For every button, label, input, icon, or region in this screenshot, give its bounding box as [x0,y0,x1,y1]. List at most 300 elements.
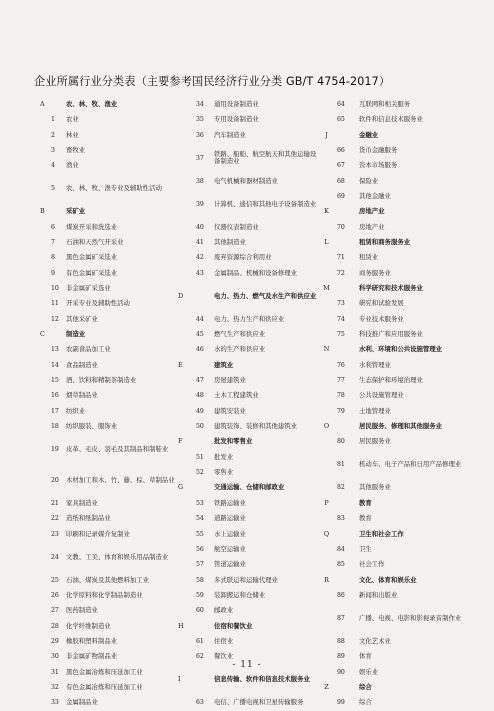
industry-name: 黑色金属矿采选业 [66,253,118,262]
industry-name: 石油、煤炭及其他燃料加工业 [66,575,150,584]
industry-row [40,266,180,281]
industry-row [178,542,320,557]
industry-row [316,174,466,189]
industry-number: 89 [337,653,345,661]
category-name: 租赁和商务服务业 [359,237,411,246]
industry-number: 8 [51,254,55,262]
industry-row [316,143,466,158]
industry-row [316,542,466,557]
industry-number: 84 [337,545,345,553]
category-code: J [325,130,328,139]
industry-name: 汽车制造业 [214,130,246,139]
category-row [178,481,320,496]
category-name: 制造业 [66,330,86,339]
industry-row [178,327,320,342]
industry-number: 41 [196,238,204,246]
industry-row [316,695,466,710]
industry-name: 卫生 [359,544,372,553]
industry-number: 21 [51,499,59,507]
industry-number: 87 [337,614,345,622]
industry-number: 66 [337,146,345,154]
category-name: 采矿业 [66,207,86,216]
industry-name: 酒、饮料和精制茶制造业 [66,376,137,385]
industry-name: 电力、热力生产和供应业 [214,314,285,323]
industry-row [178,220,320,235]
category-row [178,619,320,634]
industry-number: 1 [51,116,55,124]
industry-name: 渔业 [66,161,79,170]
industry-number: 37 [196,154,204,162]
industry-row [178,250,320,265]
industry-row [178,465,320,480]
industry-row [316,588,466,603]
industry-name: 其他服务业 [359,483,391,492]
industry-row [40,511,180,526]
industry-row [178,634,320,649]
industry-row [178,603,320,618]
category-code: I [178,675,181,684]
industry-name: 专用设备制造业 [214,115,259,124]
industry-name: 农副食品加工业 [66,345,111,354]
industry-row [316,557,466,572]
industry-row [178,511,320,526]
category-row [316,496,466,511]
industry-number: 16 [51,392,59,400]
industry-row [316,603,466,634]
industry-name: 食品制造业 [66,360,98,369]
industry-row [40,358,180,373]
industry-row [178,373,320,388]
industry-name: 造纸和纸制品业 [66,514,111,523]
industry-row [40,389,180,404]
industry-number: 62 [196,653,204,661]
category-code: A [40,99,45,108]
industry-row [40,680,180,695]
industry-name: 计算机、通信和其他电子设备制造业 [214,199,317,208]
industry-number: 67 [337,162,345,170]
industry-number: 81 [337,461,345,469]
industry-number: 78 [337,392,345,400]
category-name: 水利、环境和公共设施管理业 [359,345,443,354]
industry-number: 75 [337,331,345,339]
industry-number: 3 [51,146,55,154]
industry-number: 53 [196,499,204,507]
category-name: 教育 [359,498,372,507]
industry-row [40,588,180,603]
industry-number: 4 [51,162,55,170]
industry-name: 皮革、毛皮、羽毛及其制品和制鞋业 [66,445,169,454]
industry-name: 互联网和相关服务 [359,99,411,108]
category-name: 住宿和餐饮业 [214,621,253,630]
industry-name: 零售业 [214,468,234,477]
industry-number: 28 [51,622,59,630]
category-name: 金融业 [359,130,379,139]
industry-number: 82 [337,484,345,492]
industry-row [178,189,320,220]
category-name: 交通运输、仓储和邮政业 [214,483,285,492]
category-row [316,128,466,143]
industry-number: 13 [51,346,59,354]
industry-name: 房地产业 [359,222,385,231]
industry-name: 综合 [359,698,372,707]
industry-row [316,389,466,404]
category-row [316,419,466,434]
industry-name: 住宿业 [214,636,234,645]
category-name: 文化、体育和娱乐业 [359,575,417,584]
category-code: M [323,284,330,292]
industry-name: 保险业 [359,176,379,185]
industry-name: 专业技术服务业 [359,314,404,323]
industry-name: 石油和天然气开采业 [66,237,124,246]
industry-name: 教育 [359,514,372,523]
page-number: - 11 - [232,660,262,670]
industry-number: 65 [337,116,345,124]
industry-number: 73 [337,300,345,308]
category-row [40,327,180,342]
industry-number: 43 [196,269,204,277]
industry-row [40,220,180,235]
industry-name: 机动车、电子产品和日用产品修理业 [359,460,462,469]
industry-row [316,158,466,173]
industry-name: 橡胶和塑料制品业 [66,636,118,645]
industry-row [178,343,320,358]
industry-number: 9 [51,269,55,277]
industry-number: 31 [51,668,59,676]
industry-row [178,496,320,511]
industry-number: 48 [196,392,204,400]
industry-name: 装卸搬运和仓储业 [214,590,266,599]
category-row [316,527,466,542]
industry-row [178,97,320,112]
category-code: K [324,207,329,216]
industry-row [178,573,320,588]
industry-row [40,527,180,542]
industry-row [40,634,180,649]
industry-name: 社会工作 [359,560,385,569]
industry-name: 航空运输业 [214,544,246,553]
industry-number: 25 [51,576,59,584]
industry-name: 金属制品、机械和设备修理业 [214,268,298,277]
industry-name: 黑色金属冶炼和压延加工业 [66,667,143,676]
industry-number: 20 [51,476,59,484]
category-row [316,573,466,588]
industry-number: 86 [337,591,345,599]
industry-name: 管道运输业 [214,560,246,569]
industry-number: 79 [337,407,345,415]
industry-row [316,450,466,481]
category-row [178,358,320,373]
industry-name: 畜牧业 [66,145,86,154]
category-name: 信息传输、软件和信息技术服务业 [214,675,310,684]
category-name: 科学研究和技术服务业 [359,284,423,292]
industry-name: 燃气生产和供应业 [214,330,266,339]
industry-row [178,235,320,250]
industry-name: 电气机械和器材制造业 [214,176,278,185]
category-code: O [323,422,330,431]
industry-number: 11 [51,300,59,308]
industry-row [40,312,180,327]
industry-row [40,419,180,434]
industry-number: 80 [337,438,345,446]
industry-name: 烟草制品业 [66,391,98,400]
industry-number: 42 [196,254,204,262]
category-row [178,435,320,450]
industry-row [316,435,466,450]
industry-row [40,695,180,710]
industry-number: 36 [196,131,204,139]
industry-row [178,588,320,603]
category-name: 综合 [359,682,372,691]
industry-row [178,143,320,174]
industry-name: 公共设施管理业 [359,391,404,400]
industry-number: 19 [51,446,59,454]
industry-number: 26 [51,591,59,599]
industry-number: 55 [196,530,204,538]
industry-row [40,465,180,496]
industry-row [178,557,320,572]
industry-name: 铁路运输业 [214,498,246,507]
category-name: 农、林、牧、渔业 [66,99,118,108]
industry-number: 71 [337,254,345,262]
industry-row [316,97,466,112]
industry-row [316,312,466,327]
industry-number: 14 [51,361,59,369]
industry-number: 40 [196,223,204,231]
industry-name: 电信、广播电视和卫星传输服务 [214,698,304,707]
industry-name: 煤炭开采和洗选业 [66,222,118,231]
industry-row [316,266,466,281]
category-code: H [178,621,184,630]
industry-row [178,174,320,189]
industry-number: 76 [337,361,345,369]
industry-number: 39 [196,200,204,208]
category-code: G [178,483,184,492]
industry-row [178,404,320,419]
category-name: 电力、热力、燃气及水生产和供应业 [214,291,317,300]
industry-row [316,327,466,342]
category-name: 批发和零售业 [214,437,253,446]
industry-number: 83 [337,515,345,523]
industry-row [40,128,180,143]
industry-row [178,312,320,327]
category-name: 房地产业 [359,207,385,216]
industry-number: 63 [196,699,204,707]
category-row [316,235,466,250]
industry-column-2 [178,97,320,711]
industry-row [40,343,180,358]
industry-row [178,266,320,281]
industry-number: 45 [196,331,204,339]
industry-name: 医药制造业 [66,606,98,615]
industry-name: 开采专业及辅助性活动 [66,299,130,308]
industry-name: 有色金属冶炼和压延加工业 [66,682,143,691]
industry-name: 农业 [66,115,79,124]
category-code: Z [324,682,329,691]
industry-number: 57 [196,561,204,569]
industry-name: 化学纤维制造业 [66,621,111,630]
industry-name: 铁路、船舶、航空航天和其他运输设备制造业 [214,149,317,166]
industry-row [40,174,180,205]
industry-row [40,373,180,388]
industry-number: 77 [337,377,345,385]
industry-row [178,419,320,434]
industry-name: 纺织服装、服饰业 [66,422,118,431]
industry-number: 33 [51,699,59,707]
industry-number: 29 [51,637,59,645]
industry-name: 有色金属矿采选业 [66,268,118,277]
category-name: 居民服务、修理和其他服务业 [359,422,443,431]
industry-row [316,511,466,526]
industry-row [178,527,320,542]
industry-row [178,112,320,127]
category-code: R [324,575,329,584]
industry-name: 土木工程建筑业 [214,391,259,400]
industry-name: 多式联运和运输代理业 [214,575,278,584]
industry-row [316,220,466,235]
category-row [316,281,466,296]
industry-number: 68 [337,177,345,185]
industry-row [40,603,180,618]
industry-number: 51 [196,453,204,461]
industry-name: 文化艺术业 [359,636,391,645]
industry-name: 房屋建筑业 [214,376,246,385]
industry-number: 47 [196,377,204,385]
industry-row [316,404,466,419]
industry-name: 木材加工和木、竹、藤、棕、草制品业 [66,475,175,484]
category-row [40,204,180,219]
category-code: C [40,330,45,339]
industry-name: 资本市场服务 [359,161,398,170]
industry-name: 货币金融服务 [359,145,398,154]
industry-number: 22 [51,515,59,523]
industry-name: 建筑安装业 [214,406,246,415]
industry-name: 金属制品业 [66,698,98,707]
industry-number: 74 [337,315,345,323]
industry-number: 54 [196,515,204,523]
industry-row [40,542,180,573]
industry-number: 61 [196,637,204,645]
industry-number: 64 [337,100,345,108]
industry-name: 其他采矿业 [66,314,98,323]
industry-row [316,481,466,496]
industry-name: 生态保护和环境治理业 [359,376,423,385]
industry-number: 69 [337,192,345,200]
industry-number: 10 [51,285,59,292]
category-row [40,97,180,112]
industry-name: 废弃资源综合利用业 [214,253,272,262]
category-name: 建筑业 [214,360,234,369]
industry-number: 52 [196,469,204,477]
industry-number: 88 [337,637,345,645]
industry-number: 58 [196,576,204,584]
industry-number: 15 [51,377,59,385]
industry-name: 化学原料和化学制品制造业 [66,590,143,599]
industry-name: 餐饮业 [214,652,234,661]
industry-name: 其他制造业 [214,237,246,246]
industry-name: 农、林、牧、渔专业及辅助性活动 [66,184,162,193]
industry-row [40,143,180,158]
industry-row [40,112,180,127]
industry-name: 新闻和出版业 [359,590,398,599]
industry-number: 12 [51,315,59,323]
industry-row [316,358,466,373]
industry-number: 23 [51,530,59,538]
industry-name: 体育 [359,652,372,661]
category-code: Q [323,529,330,538]
industry-number: 5 [51,185,55,193]
industry-row [40,404,180,419]
industry-row [178,128,320,143]
industry-number: 72 [337,269,345,277]
category-code: F [178,437,183,446]
industry-row [178,389,320,404]
category-code: D [178,291,184,300]
industry-row [40,250,180,265]
industry-row [316,296,466,311]
category-row [178,281,320,312]
industry-name: 仪器仪表制造业 [214,222,259,231]
industry-column-3 [316,97,466,711]
category-code: E [178,360,183,369]
industry-name: 租赁业 [359,253,379,262]
industry-number: 6 [51,223,55,231]
industry-name: 娱乐业 [359,667,379,676]
industry-row [40,158,180,173]
category-code: P [324,498,329,507]
industry-number: 70 [337,223,345,231]
industry-number: 24 [51,553,59,561]
industry-name: 建筑装饰、装修和其他建筑业 [214,422,298,431]
industry-number: 17 [51,407,59,415]
industry-name: 通用设备制造业 [214,99,259,108]
industry-name: 非金属矿采选业 [66,284,111,292]
industry-name: 土地管理业 [359,406,391,415]
industry-number: 35 [196,116,204,124]
industry-name: 纺织业 [66,406,86,415]
industry-column-1 [40,97,180,711]
industry-number: 44 [196,315,204,323]
industry-number: 85 [337,561,345,569]
category-name: 卫生和社会工作 [359,529,404,538]
industry-row [316,112,466,127]
industry-number: 7 [51,238,55,246]
industry-name: 水的生产和供应业 [214,345,266,354]
industry-row [40,496,180,511]
industry-name: 居民服务业 [359,437,391,446]
industry-number: 30 [51,653,59,661]
industry-name: 商务服务业 [359,268,391,277]
industry-name: 研究和试验发展 [359,299,404,308]
industry-row [40,619,180,634]
industry-number: 27 [51,607,59,615]
industry-name: 科技推广和应用服务业 [359,330,423,339]
industry-number: 59 [196,591,204,599]
industry-row [178,450,320,465]
industry-name: 道路运输业 [214,514,246,523]
category-code: L [324,237,329,246]
industry-name: 印刷和记录媒介复制业 [66,529,130,538]
industry-number: 32 [51,683,59,691]
industry-number: 50 [196,423,204,431]
industry-number: 34 [196,100,204,108]
industry-name: 广播、电视、电影和影视录音制作业 [359,613,462,622]
industry-row [178,695,320,710]
industry-name: 水上运输业 [214,529,246,538]
industry-row [40,296,180,311]
industry-name: 水利管理业 [359,360,391,369]
industry-row [316,189,466,204]
industry-name: 林业 [66,130,79,139]
